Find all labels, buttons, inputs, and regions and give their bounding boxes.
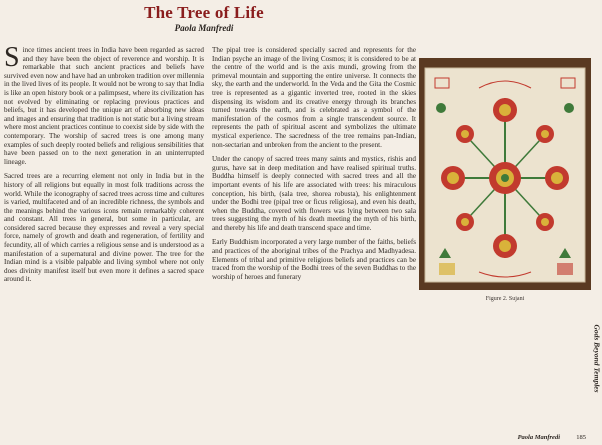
paragraph	[4, 42, 204, 166]
drop-cap: S	[4, 42, 20, 73]
page-title: The Tree of Life	[144, 3, 264, 22]
paragraph-text: ince times ancient trees in India have been regarded as sacred and they have been the object of reverence and worship. It is remarkable that such ancient practices and beliefs have survived even now and have had an unbroken tradition over millennia in the lived lives of its people. It would not be wrong to say that India is like an open history book or a palimpsest, where its civilization has not evolved by eliminating or replacing previous practices and beliefs, but it has developed the unique art of absorbing new ideas and images and ensuring that tradition is not static but a living stream where most ancient practices continue to coexist side by side with the contemporary. The worship of sacred trees is one among many examples of such deeply rooted beliefs and religious sensibilities that have been passed on to the next generation in an uninterrupted lineage.	[4, 46, 204, 166]
paragraph: The pipal tree is considered specially sacred and represents for the Indian psyche an image of the living Cosmos; it is considered to be at the centre of the world and is the axis mundi, growing from the primeval mountain and supporting the entire universe. It connects the sky, the earth and the underworld. In the Veda and the Gita the Cosmic tree is represented as a gigantic inverted tree, rooted in the skies dispensing its wisdom and its creative energy through its branches turned towards the earth, and is celebrated as a symbol of the manifestation of the cosmos from a single transcendent source. It represents the path of spiritual ascent and symbolizes the ultimate mystical experience. The sacredness of the tree remains pan-Indian, non-sectarian and unbroken from the ancient to the present.	[212, 46, 416, 149]
figure-caption: Figure 2. Sujani	[485, 296, 525, 302]
paragraph: Under the canopy of sacred trees many saints and mystics, rishis and gurus, have sat in deep meditation and have realised spiritual truths. Buddha himself is deeply connected with sacred trees and all the important events of his life are associated with trees: his miraculous conception, his birth, (sala tree, shorea robusta), his enlightenment under the Bodhi tree (pipal tree or ficus religiosa), and even his death, when the Buddha, covered with flowers was lying between two sala trees suggesting the myth of his death meeting the myth of his birth, and thereby his life and death transcend space and time.	[212, 155, 416, 232]
text-column-middle	[212, 46, 416, 287]
sujani-illustration	[419, 58, 591, 290]
side-title-text: Gods Beyond Temples	[592, 324, 602, 393]
text-column-left	[4, 42, 204, 290]
paragraph: Sacred trees are a recurring element not only in India but in the history of all religions but equally in most folk traditions across the world. While the iconography of sacred trees across time and cultures is varied, multifaceted and of an incredible richness, the symbols and the meanings behind the various icons remain remarkably coherent and constant. All trees in general, but some in particular, are considered sacred because they expresses and reveal a very special force, namely of growth and death and regeneration, of fertility and fecundity, all of which carries a religious sense and is understood as a manifestation of a supernatural and divine power. The tree for the Indian mind is a visible palpable and living symbol where not only does divinity manifest itself but even more it defines a sacred space around it.	[4, 172, 204, 284]
paragraph: Early Buddhism incorporated a very large number of the faiths, beliefs and practices of the aboriginal tribes of the Prachya and Madhyadesa. Elements of tribal and primitive religious beliefs and practices can be traced from the worship of the Bodhi trees of the seven Buddhas to the worship of heroes and funerary	[212, 238, 416, 281]
footer-author: Paola Manfredi	[517, 434, 560, 441]
article-author: Paola Manfredi	[174, 23, 234, 33]
sujani-embroidery-image	[419, 58, 591, 290]
page-number: 185	[576, 434, 586, 441]
side-running-title	[590, 300, 600, 420]
